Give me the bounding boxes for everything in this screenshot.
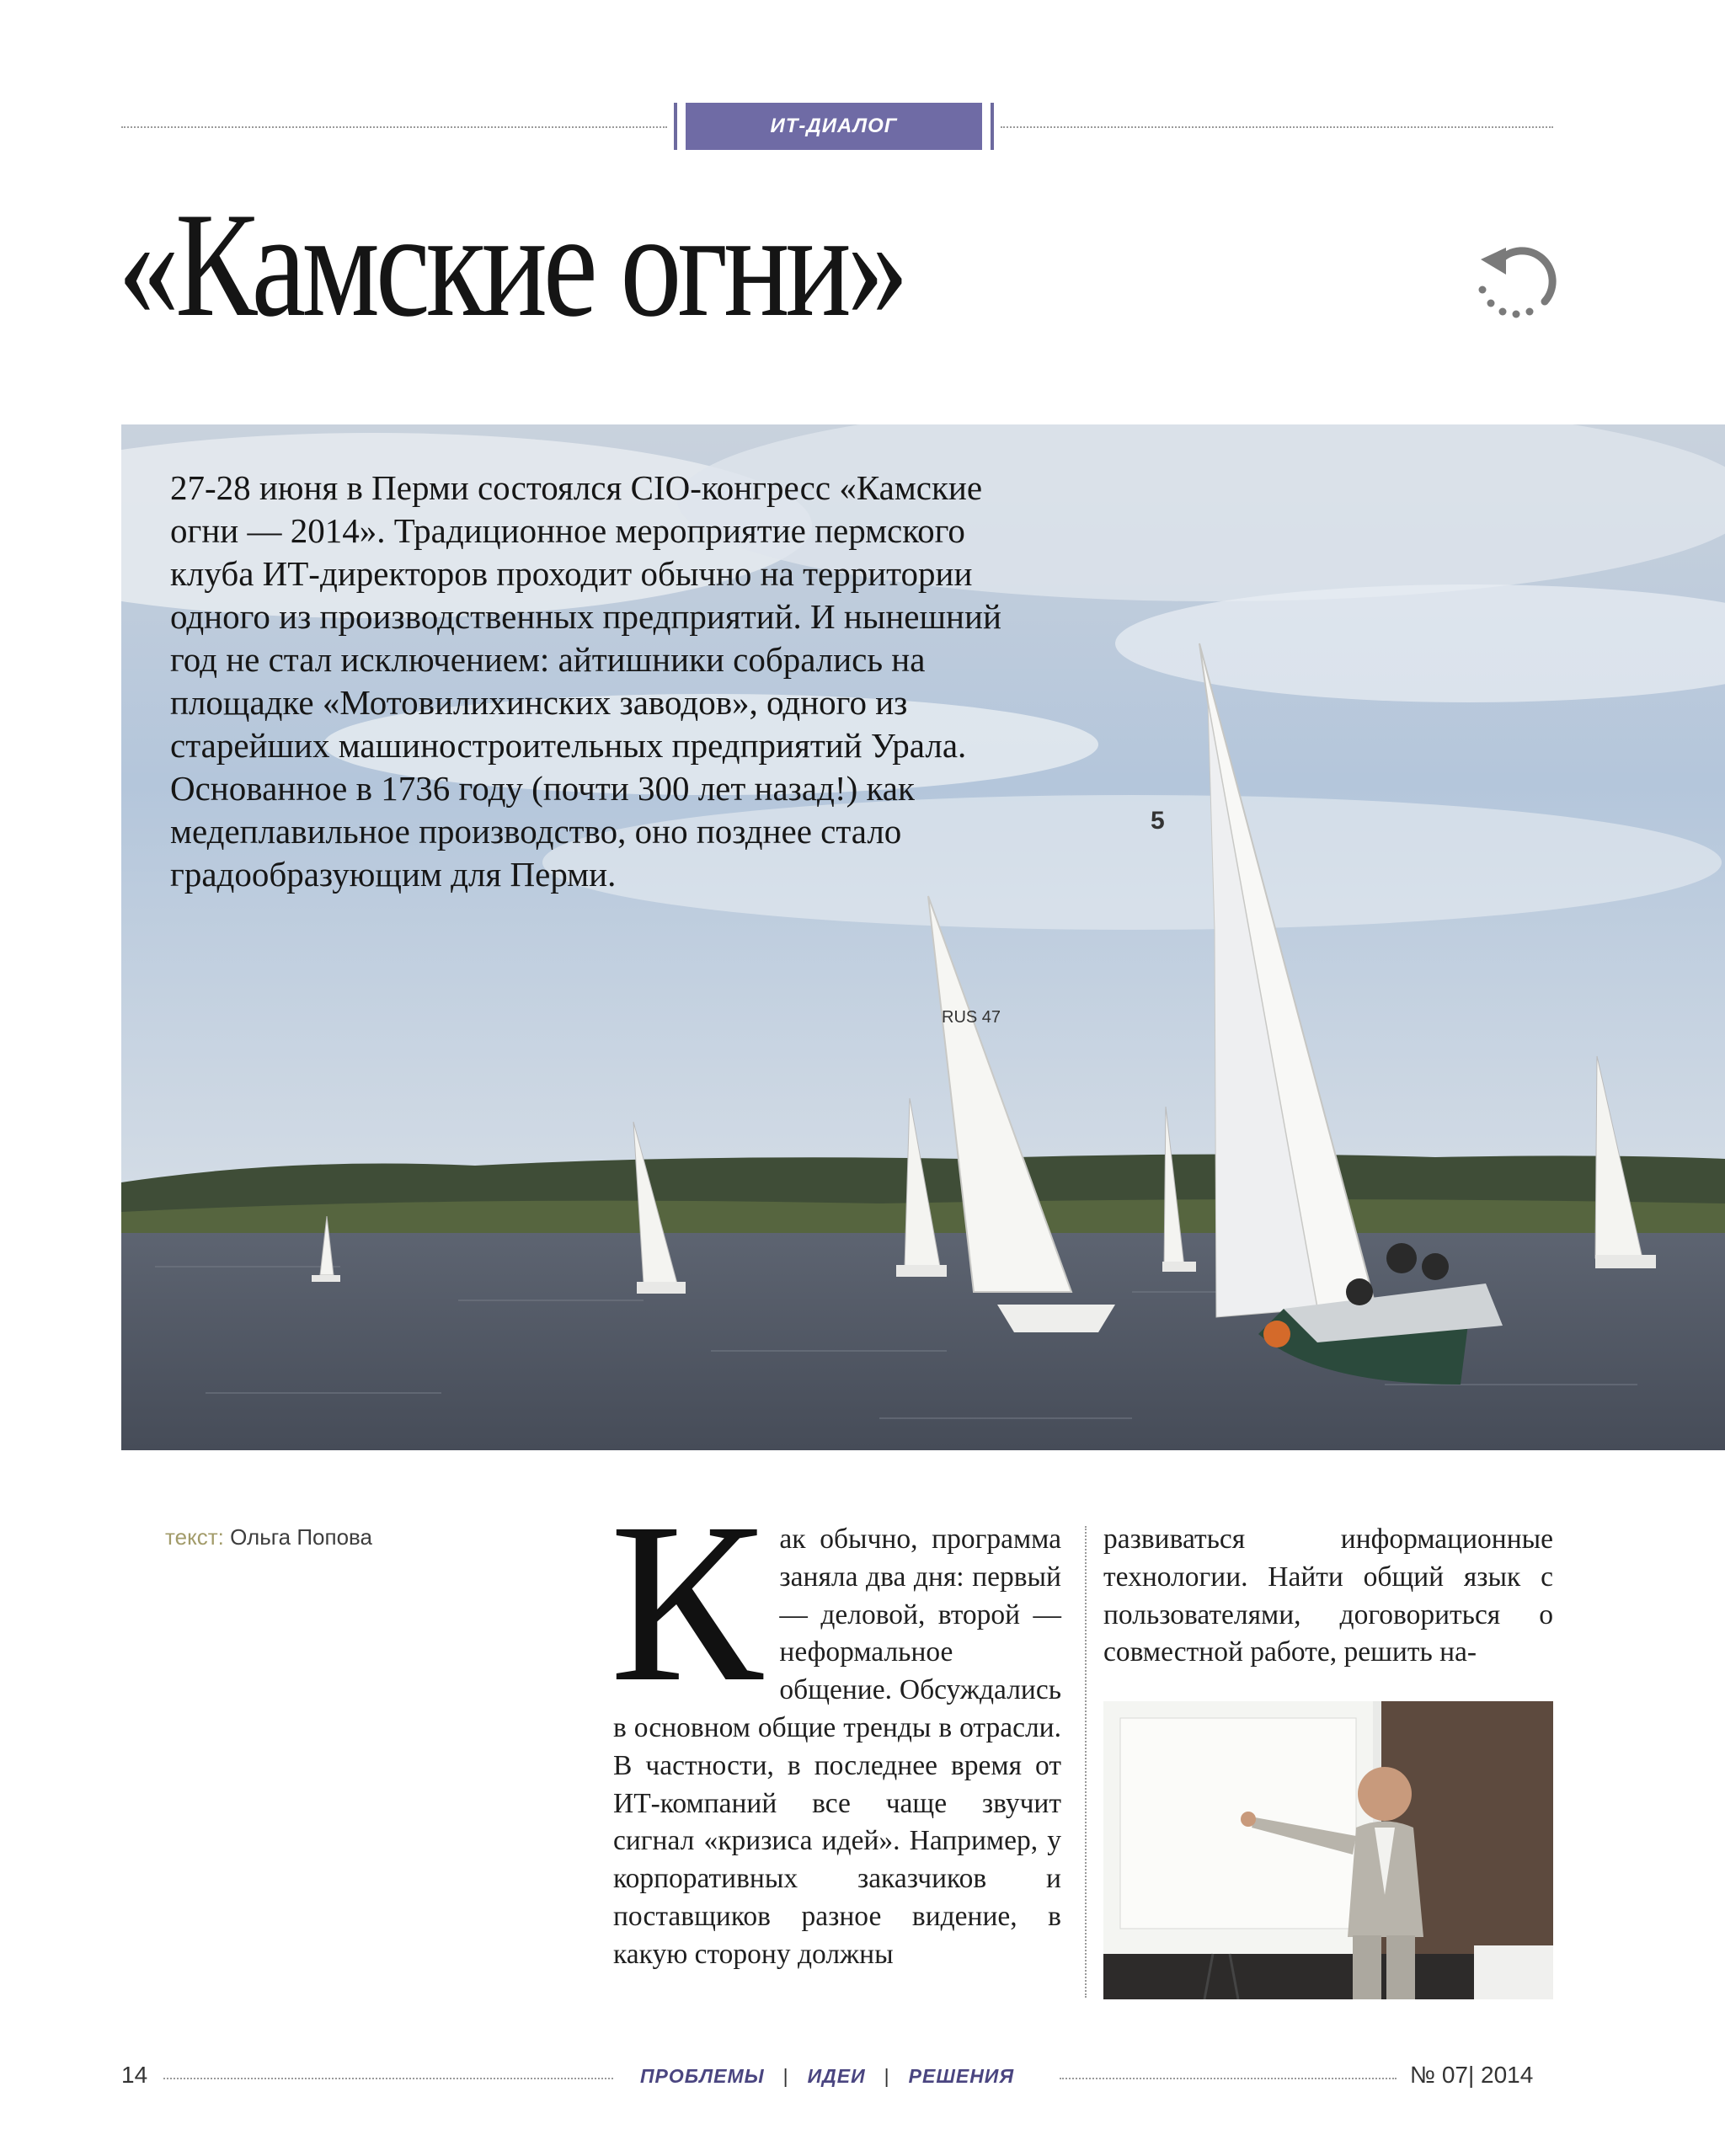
undo-arrow-icon[interactable] (1472, 244, 1557, 328)
column-1-text: ак обычно, программа заняла два дня: первый — деловой, второй — неформальное общение. Обсуждались в основном общие тренды в отрасли. В частности, в последнее время от ИТ-компаний все чаще звучит сигнал «кризиса идей». Например, у корпоративных заказчиков и поставщиков разное видение, в какую сторону должны (613, 1524, 1061, 1970)
section-rubric (674, 103, 994, 150)
author-name: Ольга Попова (230, 1524, 373, 1550)
hero-photo (121, 424, 1725, 1450)
drop-cap: К (610, 1476, 763, 1729)
column-divider (1085, 1526, 1087, 1998)
author-credit-label: текст: (165, 1524, 224, 1550)
issue-number: № 07| 2014 (1410, 2062, 1534, 2088)
magazine-tagline (640, 2065, 1014, 2088)
sail-number-1: 5 (1151, 807, 1165, 835)
article-body-column-2: развиваться информационные технологии. Найти общий язык с пользователями, договориться о совместной работе, решить на- (1103, 1524, 1553, 1668)
footer-rule-right (1060, 2078, 1397, 2079)
speaker-photo-image (1103, 1701, 1553, 1999)
sail-number-2: RUS 47 (942, 1008, 1001, 1027)
tagline-solutions: РЕШЕНИЯ (908, 2065, 1015, 2087)
article-body-column-1 (610, 1476, 1061, 1974)
footer-rule-left (163, 2078, 613, 2079)
page-number: 14 (121, 2062, 148, 2088)
section-rubric-label: ИТ-ДИАЛОГ (686, 103, 982, 150)
speaker-photo (1103, 1701, 1553, 1999)
tagline-problems: ПРОБЛЕМЫ (640, 2065, 765, 2087)
tagline-separator: | (884, 2065, 890, 2087)
article-title: «Камские огни» (118, 181, 905, 348)
tagline-separator: | (782, 2065, 789, 2087)
tagline-ideas: ИДЕИ (807, 2065, 866, 2087)
author-credit (165, 1524, 372, 1550)
header-rule-left (121, 126, 667, 128)
article-lead: 27-28 июня в Перми состоялся CIO-конгресс «Камские огни — 2014». Традиционное мероприятие пермского клуба ИТ-директоров проходит обычно на территории одного из производственных предприятий. И нынешний год не стал исключением: айтишники собрались на площадке «Мотовилихинских заводов», одного из старейших машиностроительных предприятий Урала. Основанное в 1736 году (почти 300 лет назад!) как медеплавильное производство, оно позднее стало градообразующим для Перми. (170, 468, 1001, 894)
header-rule-right (1001, 126, 1553, 128)
